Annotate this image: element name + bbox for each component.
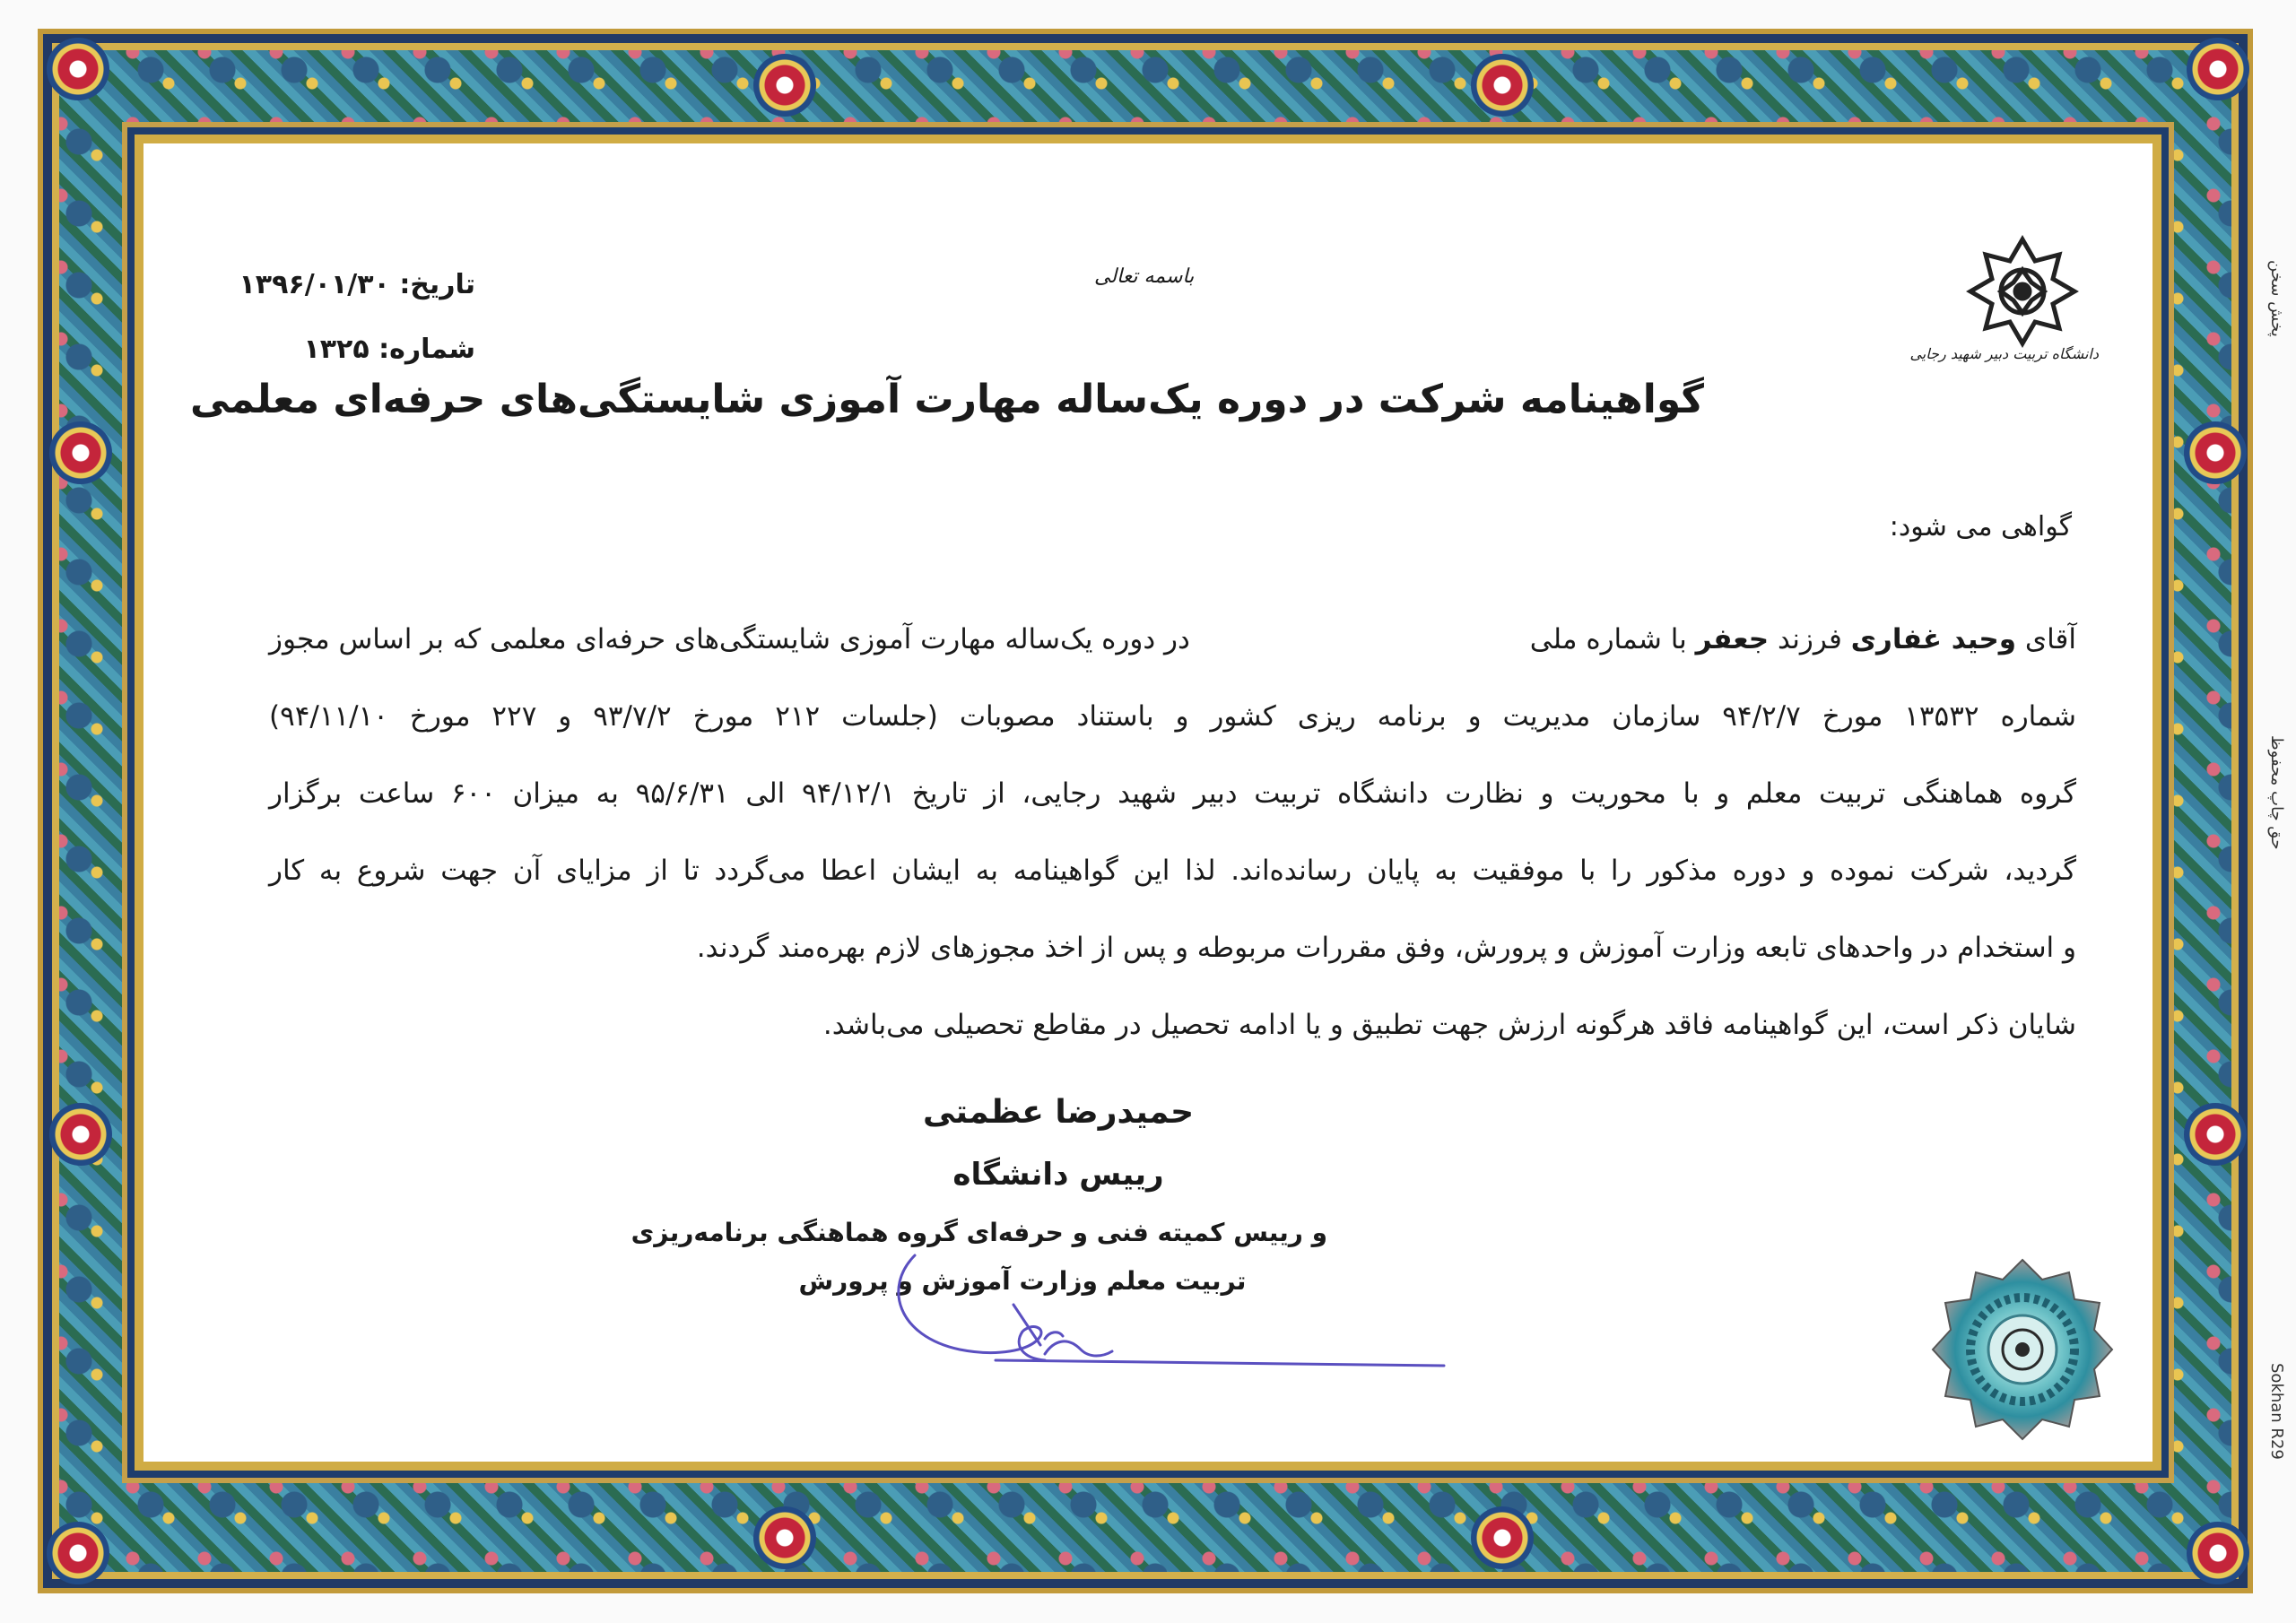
certificate-title: گواهینامه شرکت در دوره یک‌ساله مهارت آموزی شایستگی‌های حرفه‌ای معلمی <box>190 377 1704 422</box>
certificate-paragraph <box>269 601 2076 1063</box>
margin-note-code: Sokhan R29 <box>2267 1363 2286 1460</box>
margin-note-publisher: پخش سخن <box>2267 260 2286 337</box>
border-medallion <box>49 1103 112 1166</box>
border-medallion <box>2187 38 2249 100</box>
border-medallion <box>49 421 112 484</box>
border-medallion <box>753 54 816 117</box>
logo-caption: دانشگاه تربیت دبیر شهید رجایی <box>1909 345 2099 362</box>
date-value: ۱۳۹۶/۰۱/۳۰ <box>239 269 390 300</box>
number-value: ۱۳۲۵ <box>303 334 370 365</box>
national-id-label: با شماره ملی <box>1529 623 1687 655</box>
son-of-label: فرزند <box>1777 623 1842 655</box>
holographic-seal <box>1928 1255 2117 1444</box>
border-medallion <box>47 38 109 100</box>
signatory-name: حمیدرضا عظمتی <box>922 1094 1195 1131</box>
course-segment: در دوره یک‌ساله مهارت آموزی شایستگی‌های حرفه‌ای معلمی که بر اساس مجوز <box>269 623 1190 655</box>
margin-note-copyright: حق چاپ محفوظ <box>2267 735 2286 850</box>
father-name: جعفر <box>1695 623 1770 655</box>
certifies-text: گواهی می شود: <box>1889 511 2072 542</box>
date-line <box>239 269 475 300</box>
recipient-segment <box>1530 601 2076 678</box>
body-line-1 <box>269 601 2076 678</box>
recipient-name: وحید غفاری <box>1850 623 2016 655</box>
signatory-role: رییس دانشگاه <box>952 1157 1164 1193</box>
body-line-6: شایان ذکر است، این گواهینامه فاقد هرگونه ارزش جهت تطبیق و یا ادامه تحصیل در مقاطع تحصیلی می‌باشد. <box>822 1009 2076 1041</box>
number-line <box>303 334 475 365</box>
body-line-4: گردید، شرکت نموده و دوره مذکور را با موفقیت به پایان رسانده‌اند. لذا این گواهینامه به ایشان اعطا می‌گردد تا از مزایای آن جهت شروع به کار <box>269 855 2076 887</box>
body-line-2: شماره ۱۳۵۳۲ مورخ ۹۴/۲/۷ سازمان مدیریت و برنامه ریزی کشور و باستناد مصوبات (جلسات ۲۱۲ مورخ ۹۳/۷/۲ و ۲۲۷ مورخ ۹۴/۱۱/۱۰) <box>269 700 2077 733</box>
invocation-text: باسمه تعالی <box>1094 265 1195 288</box>
university-logo <box>1955 229 2090 363</box>
signatory-role-3: تربیت معلم وزارت آموزش و پرورش <box>798 1266 1247 1296</box>
border-medallion <box>47 1522 109 1584</box>
border-medallion <box>1471 54 1534 117</box>
title-prefix: آقای <box>2024 623 2076 655</box>
number-label: شماره: <box>378 334 475 365</box>
border-medallion <box>2184 1103 2247 1166</box>
border-medallion <box>1471 1506 1534 1569</box>
border-medallion <box>2187 1522 2249 1584</box>
body-line-3: گروه هماهنگی تربیت معلم و با محوریت و نظارت دانشگاه تربیت دبیر شهید رجایی، از تاریخ ۹۴/۱۲/۱ الی ۹۵/۶/۳۱ به میزان ۶۰۰ ساعت برگزار <box>269 777 2077 810</box>
border-medallion <box>2184 421 2247 484</box>
border-medallion <box>753 1506 816 1569</box>
signatory-role-2: و رییس کمیته فنی و حرفه‌ای گروه هماهنگی برنامه‌ریزی <box>631 1218 1327 1247</box>
body-line-5: و استخدام در واحدهای تابعه وزارت آموزش و پرورش، وفق مقررات مربوطه و پس از اخذ مجوزهای لازم بهره‌مند گردند. <box>696 932 2076 964</box>
date-label: تاریخ: <box>399 269 475 300</box>
handwritten-signature <box>888 1251 1462 1394</box>
